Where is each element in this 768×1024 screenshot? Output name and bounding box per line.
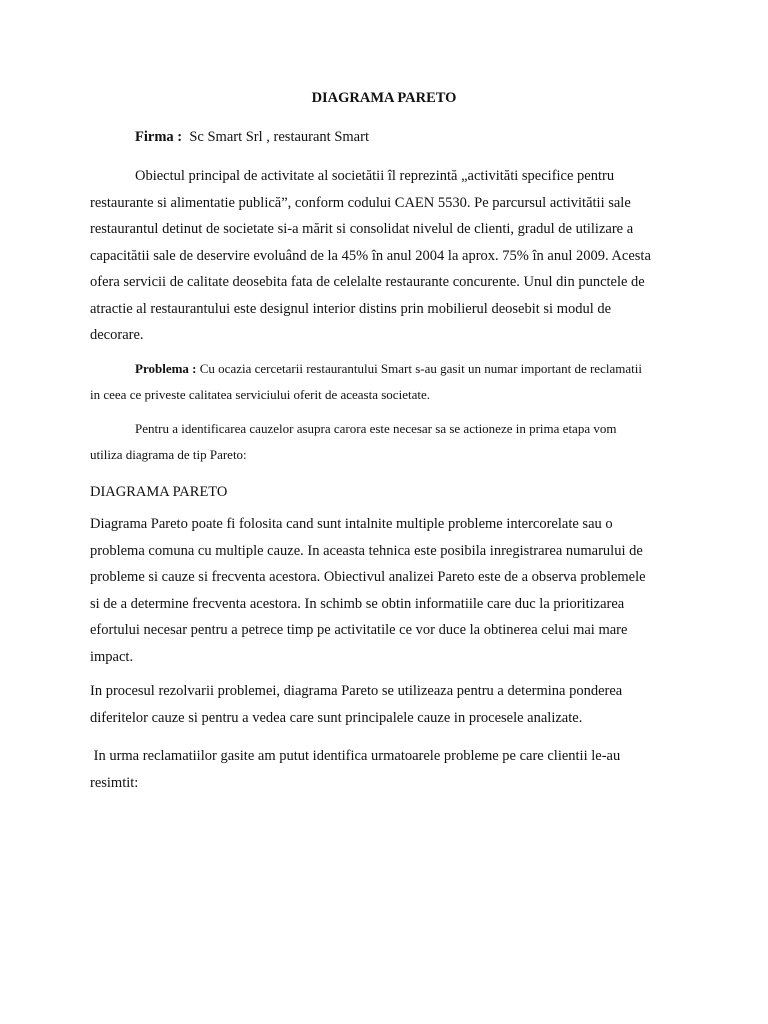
objective-line: restaurantul detinut de societate si-a mărit si consolidat nivelul de clienti, gradul de utilizare a: [90, 221, 634, 237]
process-paragraph: [90, 678, 690, 731]
pareto-paragraph: [90, 511, 690, 670]
problema-line: Cu ocazia cercetarii restaurantului Smart s-au gasit un numar important de reclamatii: [196, 361, 642, 376]
objective-paragraph: [90, 163, 690, 349]
problema-line: in ceea ce priveste calitatea serviciului oferit de aceasta societate.: [90, 387, 430, 402]
objective-line: atractie al restaurantului este designul interior distins prin mobilierul deosebit si modul de: [90, 300, 612, 317]
complaints-line: In urma reclamatiilor gasite am putut identifica urmatoarele probleme pe care clientii le-au: [90, 748, 621, 764]
firma-value: Sc Smart Srl , restaurant Smart: [189, 129, 369, 145]
firma-paragraph: [90, 124, 690, 151]
identify-line: Pentru a identificarea cauzelor asupra carora este necesar sa se actioneze in prima etapa vom: [135, 421, 617, 436]
objective-line: decorare.: [90, 327, 144, 343]
process-line: In procesul rezolvarii problemei, diagrama Pareto se utilizeaza pentru a determina ponderea: [90, 683, 623, 699]
pareto-line: problema comuna cu multiple cauze. In aceasta tehnica este posibila inregistrarea numarului de: [90, 542, 643, 559]
identify-paragraph: [90, 416, 690, 468]
problema-paragraph: [90, 356, 690, 408]
section-heading: DIAGRAMA PARETO: [90, 484, 228, 500]
pareto-line: impact.: [90, 648, 134, 665]
complaints-paragraph: [90, 743, 690, 796]
objective-line: restaurante si alimentatie publică”, conform codului CAEN 5530. Pe parcursul activitătii sale: [90, 194, 631, 211]
pareto-line: efortului necesar pentru a petrece timp pe activitatile ce vor duce la obtinerea celui mai mare: [90, 622, 628, 638]
objective-line: capacitătii sale de deservire evoluând de la 45% în anul 2004 la aprox. 75% în anul 2009. Acesta: [90, 247, 651, 264]
problema-label: Problema :: [135, 361, 197, 376]
pareto-line: Diagrama Pareto poate fi folosita cand sunt intalnite multiple probleme intercorelate sau o: [90, 516, 613, 532]
pareto-line: si de a determine frecventa acestora. In schimb se obtin informatiile care duc la prioritizarea: [90, 595, 625, 612]
pareto-line: probleme si cauze si frecventa acestora. Obiectivul analizei Pareto este de a observa problemele: [90, 569, 646, 585]
document-title: DIAGRAMA PARETO: [311, 90, 457, 106]
objective-line: Obiectul principal de activitate al societătii îl reprezintă „activităti specifice pentru: [135, 168, 615, 184]
process-line: diferitelor cauze si pentru a vedea care sunt principalele cauze in procesele analizate.: [90, 709, 583, 726]
identify-line: utiliza diagrama de tip Pareto:: [90, 447, 247, 462]
objective-line: ofera servicii de calitate deosebita fata de celelalte restaurante concurente. Unul din punctele de: [90, 274, 645, 290]
firma-label: Firma :: [135, 129, 183, 145]
complaints-line: resimtit:: [90, 774, 139, 791]
